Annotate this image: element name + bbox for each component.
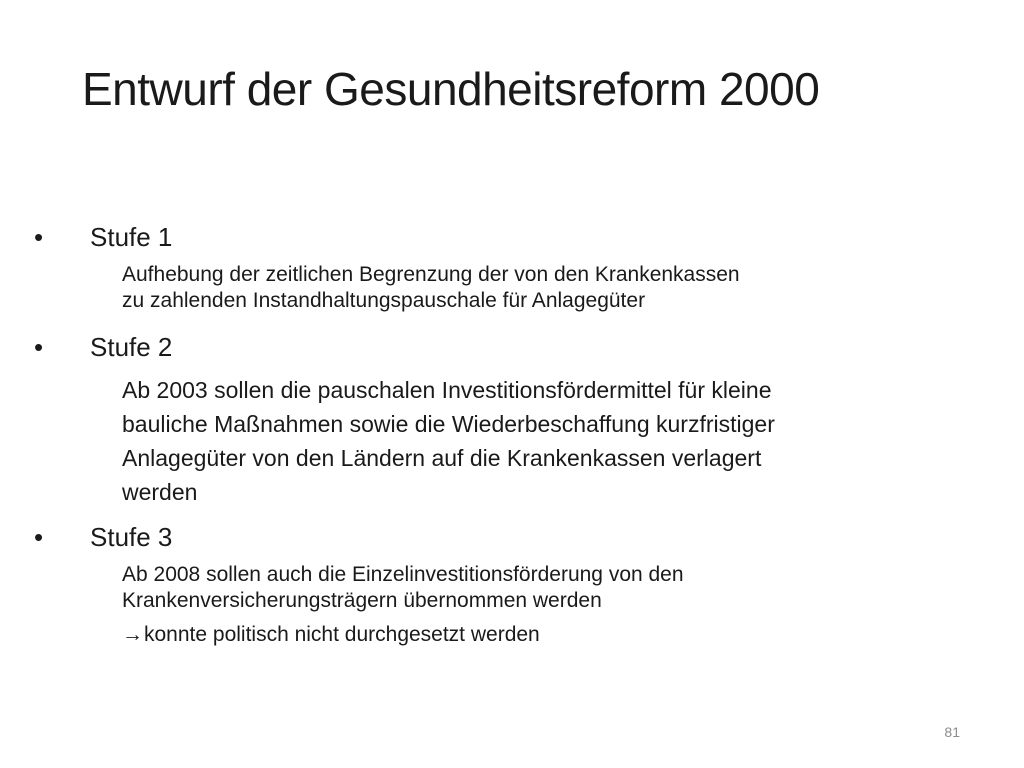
stage-heading: Stufe 1 (90, 222, 173, 252)
page-number: 81 (944, 724, 960, 740)
bullet-icon: • (34, 332, 44, 362)
stage-description-line: Ab 2003 sollen die pauschalen Investitionsfördermittel für kleine (122, 377, 772, 403)
stage-heading: Stufe 2 (90, 332, 173, 362)
stage-description-line: werden (122, 479, 198, 505)
stage-heading: Stufe 3 (90, 522, 173, 552)
stage-description (122, 562, 982, 648)
stage-description-line: Krankenversicherungsträgern übernommen werden (122, 589, 602, 612)
stage-description-line: bauliche Maßnahmen sowie die Wiederbeschaffung kurzfristiger (122, 411, 775, 437)
stage-description (122, 262, 982, 314)
stage-description-line: Aufhebung der zeitlichen Begrenzung der von den Krankenkassen (122, 263, 740, 286)
slide-title: Entwurf der Gesundheitsreform 2000 (82, 63, 820, 115)
stage-description-line: Anlagegüter von den Ländern auf die Krankenkassen verlagert (122, 445, 762, 471)
stage-note-text: konnte politisch nicht durchgesetzt werden (144, 623, 540, 646)
bullet-icon: • (34, 522, 44, 552)
stage-description-line: Ab 2008 sollen auch die Einzelinvestitionsförderung von den (122, 563, 684, 586)
stage-note (122, 622, 982, 648)
stage-description (122, 373, 982, 509)
stage-description-line: zu zahlenden Instandhaltungspauschale für Anlagegüter (122, 289, 646, 312)
arrow-right-icon: → (122, 623, 143, 646)
bullet-icon: • (34, 222, 44, 252)
